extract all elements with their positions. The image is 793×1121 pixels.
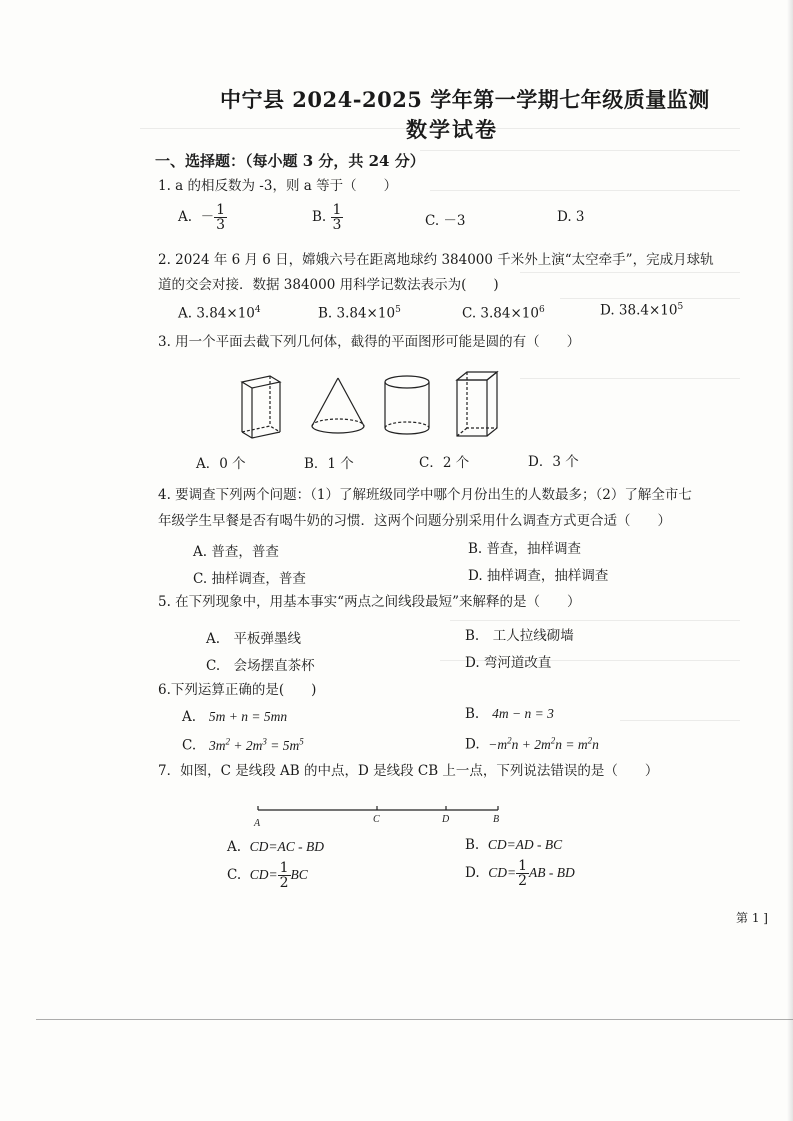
q5-option-d: D. 弯河道改直: [465, 655, 552, 671]
point-a-label: A: [254, 818, 261, 829]
question-7-stem: 7．如图，C 是线段 AB 的中点，D 是线段 CB 上一点，下列说法错误的是（ ）: [158, 763, 659, 779]
section-heading: 一、选择题：（每小题 3 分，共 24 分）: [155, 152, 425, 170]
fraction: $\frac{1}{3}$: [332, 202, 342, 233]
question-5-stem: 5. 在下列现象中，用基本事实“两点之间线段最短”来解释的是（ ）: [158, 594, 581, 610]
point-d-label: D: [442, 814, 450, 825]
fraction: $\frac{1}{2}$: [279, 860, 289, 891]
cone-icon: [312, 378, 364, 433]
bleed-through: [430, 190, 740, 191]
fraction: $\frac{1}{3}$: [216, 202, 226, 233]
bleed-through: [620, 720, 740, 721]
question-2-line-2: 道的交会对接．数据 384000 用科学记数法表示为( ): [158, 277, 499, 293]
q7-option-d: D. CD= $\frac{1}{2}$ AB - BD: [465, 858, 575, 889]
question-1-stem: 1. a 的相反数为 -3，则 a 等于（ ）: [158, 178, 398, 194]
page-bottom-rule: [36, 1019, 793, 1020]
q5-option-c: C. 会场摆直茶杯: [206, 658, 315, 674]
q3-option-d: D．3 个: [528, 454, 579, 470]
q5-option-a: A. 平板弹墨线: [206, 631, 302, 647]
q6-option-c: C. $3m^2 + 2m^3 = 5m^5$: [182, 736, 304, 754]
q4-option-a: A. 普查，普查: [193, 544, 279, 560]
solids-figure: [230, 368, 510, 448]
point-c-label: C: [373, 814, 380, 825]
q6-option-b: B. 4m − n = 3: [465, 706, 554, 722]
q5-option-b: B. 工人拉线砌墙: [465, 628, 574, 644]
page-edge-shadow: [787, 0, 793, 1121]
q2-option-a: A. $3.84\times 10^4$: [178, 305, 261, 322]
question-4-line-1: 4. 要调查下列两个问题：（1）了解班级同学中哪个月份出生的人数最多；（2）了解全市七: [158, 487, 692, 503]
q7-option-b: B. CD=AD - BC: [465, 837, 563, 853]
q1-option-a: A. － $\frac{1}{3}$: [178, 202, 226, 233]
q3-option-c: C．2 个: [419, 455, 470, 471]
q1-option-c: C. －3: [425, 213, 466, 229]
question-2-line-1: 2. 2024 年 6 月 6 日，嫦娥六号在距离地球约 384000 千米外上演“太空牵手”，完成月球轨: [158, 252, 714, 268]
q7-option-a: A. CD=AC - BD: [227, 839, 324, 855]
cylinder-icon: [385, 376, 429, 434]
exam-title: 中宁县 2024-2025 学年第一学期七年级质量监测: [220, 87, 710, 112]
triangular-prism-icon: [242, 376, 280, 438]
q4-option-b: B. 普查，抽样调查: [468, 541, 582, 557]
point-b-label: B: [493, 814, 500, 825]
bleed-through: [420, 150, 740, 151]
q2-option-d: D. $38.4\times 10^5$: [600, 302, 684, 319]
q6-option-d: D. $-m^2n + 2m^2n = m^2n$: [465, 735, 599, 753]
q1-option-d: D. 3: [557, 209, 585, 225]
segment-figure: [250, 800, 510, 830]
bleed-through: [450, 620, 740, 621]
q4-option-c: C. 抽样调查，普查: [193, 571, 306, 587]
bleed-through: [560, 298, 740, 299]
cuboid-icon: [457, 372, 497, 436]
q2-option-c: C. $3.84\times 10^6$: [462, 305, 545, 322]
q1-option-b: B. $\frac{1}{3}$: [312, 202, 342, 233]
q6-option-a: A. 5m + n = 5mn: [182, 709, 288, 725]
q7-option-c: C. CD= $\frac{1}{2}$ BC: [227, 860, 308, 891]
q4-option-d: D. 抽样调查，抽样调查: [468, 568, 609, 584]
q2-option-b: B. $3.84\times 10^5$: [318, 305, 401, 322]
page-number: 第 1 ]: [736, 911, 768, 925]
bleed-through: [520, 272, 740, 273]
fraction: $\frac{1}{2}$: [518, 858, 528, 889]
question-3-stem: 3. 用一个平面去截下列几何体，截得的平面图形可能是圆的有（ ）: [158, 334, 581, 350]
q3-option-b: B．1 个: [304, 456, 354, 472]
q3-option-a: A．0 个: [196, 456, 246, 472]
question-4-line-2: 年级学生早餐是否有喝牛奶的习惯．这两个问题分别采用什么调查方式更合适（ ）: [158, 513, 671, 529]
question-6-stem: 6.下列运算正确的是( ): [158, 682, 317, 698]
bleed-through: [520, 378, 740, 379]
exam-subtitle: 数学试卷: [406, 117, 498, 142]
